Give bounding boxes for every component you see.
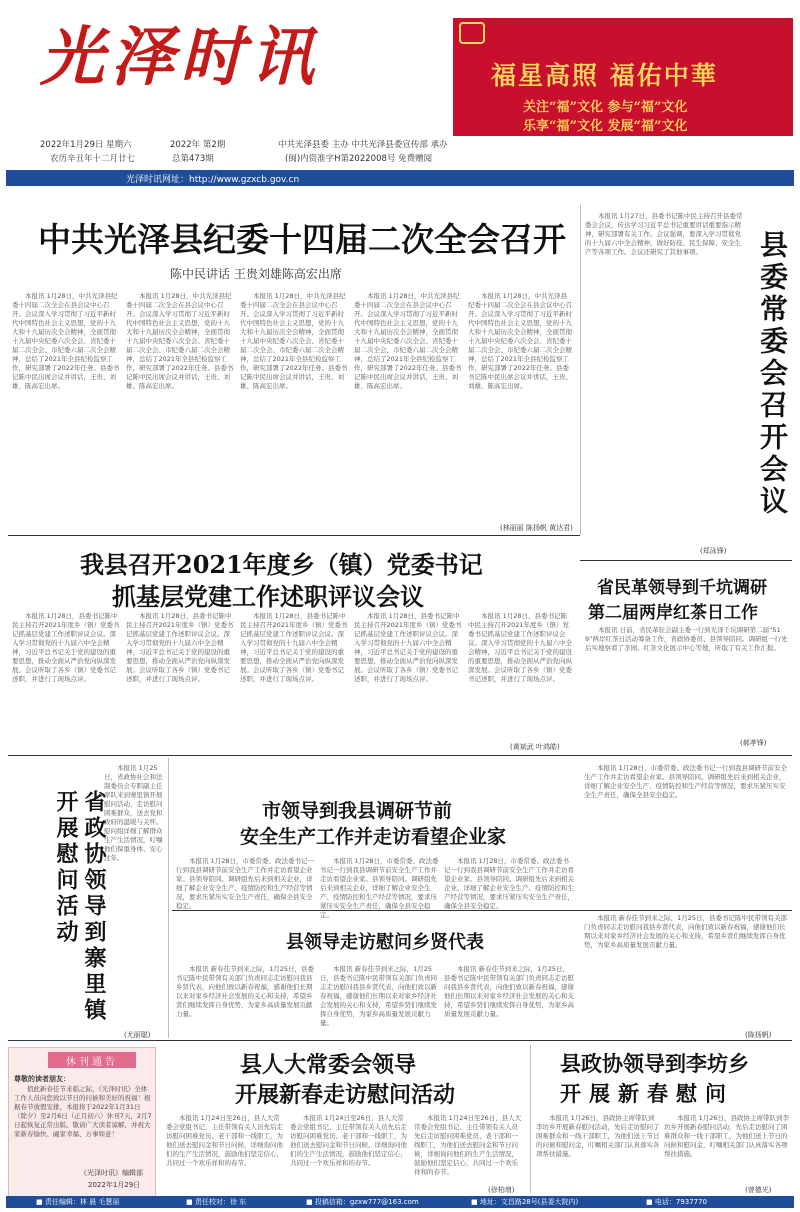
divider bbox=[168, 758, 169, 1038]
notice-greeting: 尊敬的读者朋友： bbox=[14, 1075, 70, 1083]
npc-col1: 本报讯 1月24日至26日，县人大常委会党组书记、主任带领有关人员先后走访慰问困难党员、老干部和一线职工，为他们送去慰问金和节日问候，详细询问他们的生产生活情况，鼓励他们坚定信心，共同过一个欢乐祥和的春节。 bbox=[166, 1114, 283, 1167]
xiangxian-col4: 本报讯 新春佳节到来之际，1月25日，县委书记陈中民带领有关部门负责同志走访慰问我县乡贤代表，向他们致以新春祝福，感谢他们长期以来对家乡经济社会发展的关心和支持，希望乡贤们继续发挥自身优势，为家乡高质量发展贡献力量。 bbox=[584, 914, 787, 949]
permit: (闽)内资准字H第2022008号 免费赠阅 bbox=[285, 154, 433, 164]
lead-headline: 中共光泽县纪委十四届二次全会召开 bbox=[38, 220, 566, 259]
year-issue: 2022年 第2期 bbox=[170, 140, 226, 150]
minge-byline: (郝孝锋) bbox=[740, 739, 767, 747]
npc-headline-2: 开展新春走访慰问活动 bbox=[235, 1082, 456, 1108]
minge-headline-1: 省民革领导到千坑调研 bbox=[597, 578, 767, 598]
footer-proofreader: ■ 责任校对：徐 东 bbox=[186, 1198, 247, 1206]
notice-title: 休刊通告 bbox=[48, 1052, 136, 1068]
cppcc-lifang-headline-2: 开展新春慰问 bbox=[560, 1081, 734, 1106]
cppcc-zhaili-byline: (尤丽聪) bbox=[124, 1031, 151, 1039]
cppcc-zhaili-headline: 省政协领导到寨里镇开展慰问活动 bbox=[53, 790, 107, 1024]
footer-address: ■ 地址：文昌路28号(县委大院内) bbox=[471, 1198, 579, 1206]
divider bbox=[530, 1045, 531, 1193]
divider bbox=[580, 205, 581, 535]
footer-bar bbox=[6, 1196, 794, 1208]
total-issue: 总第473期 bbox=[172, 154, 214, 164]
notice-sign: 《光泽时讯》编辑部 bbox=[80, 1169, 143, 1177]
lead-body-col4: 本报讯 1月28日，中共光泽县纪委十四届二次全会在县会议中心召开。会议深入学习贯彻了习近平新时代中国特色社会主义思想，党的十九大和十九届历次全会精神，全面贯彻十九届中央纪委六次全会、省纪委十届二次全会、市纪委六届二次全会精神，总结了2021年全县纪检监察工作，研究部署了2022年任务。县委书记陈中民出席会议并讲话，王贵、刘雄、陈高宏出席。 bbox=[354, 292, 462, 390]
divider bbox=[172, 910, 792, 911]
footer-editor: ■ 责任编辑：林 晨 毛慧丽 bbox=[36, 1198, 120, 1206]
city-leader-headline-1: 市领导到我县调研节前 bbox=[262, 800, 453, 822]
issue-date: 2022年1月29日 星期六 bbox=[40, 140, 132, 150]
party-building-col5: 本报讯 1月28日，县委书记陈中民主持召开2021年度乡（镇）党委书记抓基层党建工作述职评议会议。深入学习贯彻党的十九届六中全会精神，习近平总书记关于党的建设的重要思想，推动全面从严治党向纵深发展。会议听取了各乡（镇）党委书记述职，并进行了现场点评。 bbox=[468, 612, 572, 683]
ad-slogan: 福星高照 福佑中華 bbox=[491, 61, 718, 90]
party-building-col1: 本报讯 1月28日，县委书记陈中民主持召开2021年度乡（镇）党委书记抓基层党建工作述职评议会议。深入学习贯彻党的十九届六中全会精神，习近平总书记关于党的建设的重要思想，推动全面从严治党向纵深发展。会议听取了各乡（镇）党委书记述职，并进行了现场点评。 bbox=[12, 612, 120, 683]
cppcc-zhaili-body: 本报讯 1月25日，省政协社会和法制委员会专职副主任率队来到寨里镇开展慰问活动，走访慰问困难群众，送去党和政府的温暖与关怀。慰问组详细了解群众生产生活情况，叮嘱他们保重身体、安心过年。 bbox=[104, 764, 163, 862]
cppcc-lifang-col2: 本报讯 1月26日，县政协主席带队到李坊乡开展新春慰问活动，先后走访慰问了困难群众和一线干部职工，为他们送上节日的问候和慰问金，叮嘱相关部门认真落实各项帮扶措施。 bbox=[664, 1114, 789, 1158]
city-leader-col3: 本报讯 1月28日，市委常委、政法委书记一行到我县调研节前安全生产工作并走访看望企业家。县领导陪同。调研组先后来到相关企业，详细了解企业安全生产、疫情防控和生产经营等情况，要求压紧压实安全生产责任，确保全县安全稳定。 bbox=[444, 857, 574, 910]
lead-body-col2: 本报讯 1月28日，中共光泽县纪委十四届二次全会在县会议中心召开。会议深入学习贯彻了习近平新时代中国特色社会主义思想，党的十九大和十九届历次全会精神，全面贯彻十九届中央纪委六次全会、省纪委十届二次全会、市纪委六届二次全会精神，总结了2021年全县纪检监察工作，研究部署了2022年任务。县委书记陈中民出席会议并讲话，王贵、刘雄、陈高宏出席。 bbox=[126, 292, 234, 390]
ad-line-1: 关注“福”文化 参与“福”文化 bbox=[523, 100, 688, 115]
newspaper-title: 光泽时讯 bbox=[40, 20, 320, 95]
fu-culture-banner bbox=[453, 18, 793, 136]
party-building-col3: 本报讯 1月28日，县委书记陈中民主持召开2021年度乡（镇）党委书记抓基层党建工作述职评议会议。深入学习贯彻党的十九届六中全会精神，习近平总书记关于党的建设的重要思想，推动全面从严治党向纵深发展。会议听取了各乡（镇）党委书记述职，并进行了现场点评。 bbox=[240, 612, 348, 683]
website-bar bbox=[6, 170, 794, 186]
notice-date: 2022年1月29日 bbox=[88, 1181, 141, 1189]
npc-col3: 本报讯 1月24日至26日，县人大常委会党组书记、主任带领有关人员先后走访慰问困难党员、老干部和一线职工，为他们送去慰问金和节日问候，详细询问他们的生产生活情况，鼓励他们坚定信心，共同过一个欢乐祥和的春节。 bbox=[414, 1114, 522, 1176]
lead-byline: (林丽丽 陈扬帆 黄达君) bbox=[500, 524, 573, 532]
xiangxian-headline: 县领导走访慰问乡贤代表 bbox=[286, 932, 484, 953]
party-building-col4: 本报讯 1月28日，县委书记陈中民主持召开2021年度乡（镇）党委书记抓基层党建工作述职评议会议。深入学习贯彻党的十九届六中全会精神，习近平总书记关于党的建设的重要思想，推动全面从严治党向纵深发展。会议听取了各乡（镇）党委书记述职，并进行了现场点评。 bbox=[354, 612, 462, 683]
npc-byline: (徐柏增) bbox=[488, 1186, 515, 1194]
divider bbox=[8, 1040, 792, 1041]
lead-subtitle: 陈中民讲话 王贵刘雄陈高宏出席 bbox=[170, 267, 342, 281]
footer-email[interactable]: ■ 投稿信箱：gzxw777@163.com bbox=[306, 1198, 419, 1206]
standing-committee-headline: 县委常委会召开会议 bbox=[756, 230, 789, 518]
sponsor: 中共光泽县委 主办 中共光泽县委宣传部 承办 bbox=[278, 140, 448, 150]
cppcc-lifang-col1: 本报讯 1月26日，县政协主席带队到李坊乡开展新春慰问活动，先后走访慰问了困难群众和一线干部职工，为他们送上节日的问候和慰问金，叮嘱相关部门认真落实各项帮扶措施。 bbox=[536, 1114, 660, 1158]
cppcc-lifang-headline-1: 县政协领导到李坊乡 bbox=[560, 1051, 749, 1076]
ad-line-2: 乐享“福”文化 发展“福”文化 bbox=[523, 119, 688, 134]
lunar-date: 农历辛丑年十二月廿七 bbox=[50, 154, 136, 164]
npc-headline-1: 县人大常委会领导 bbox=[240, 1052, 417, 1078]
city-leader-col4: 本报讯 1月28日，市委常委、政法委书记一行到我县调研节前安全生产工作并走访看望企业家。县领导陪同。调研组先后来到相关企业，详细了解企业安全生产、疫情防控和生产经营等情况，要求压紧压实安全生产责任，确保全县安全稳定。 bbox=[584, 764, 787, 799]
ad-logo-icon bbox=[459, 22, 485, 44]
party-building-headline-2: 抓基层党建工作述职评议会议 bbox=[112, 582, 424, 611]
divider bbox=[8, 535, 580, 536]
standing-committee-body: 本报讯 1月27日，县委书记陈中民主持召开县委常委会会议，传达学习习近平总书记重要讲话重要指示精神，研究部署有关工作。会议强调，要深入学习贯彻党的十九届六中全会精神，做好防疫、民生保障、安全生产等各项工作。会议还研究了其他事项。 bbox=[585, 212, 743, 256]
xiangxian-byline: (陈扬帆) bbox=[745, 1031, 772, 1039]
xiangxian-col3: 本报讯 新春佳节到来之际，1月25日，县委书记陈中民带领有关部门负责同志走访慰问我县乡贤代表，向他们致以新春祝福，感谢他们长期以来对家乡经济社会发展的关心和支持，希望乡贤们继续发挥自身优势，为家乡高质量发展贡献力量。 bbox=[444, 965, 574, 1018]
party-building-col2: 本报讯 1月28日，县委书记陈中民主持召开2021年度乡（镇）党委书记抓基层党建工作述职评议会议。深入学习贯彻党的十九届六中全会精神，习近平总书记关于党的建设的重要思想，推动全面从严治党向纵深发展。会议听取了各乡（镇）党委书记述职，并进行了现场点评。 bbox=[126, 612, 234, 683]
npc-col2: 本报讯 1月24日至26日，县人大常委会党组书记、主任带领有关人员先后走访慰问困难党员、老干部和一线职工，为他们送去慰问金和节日问候，详细询问他们的生产生活情况，鼓励他们坚定信心，共同过一个欢乐祥和的春节。 bbox=[290, 1114, 407, 1167]
lead-body-col3: 本报讯 1月28日，中共光泽县纪委十四届二次全会在县会议中心召开。会议深入学习贯彻了习近平新时代中国特色社会主义思想，党的十九大和十九届历次全会精神，全面贯彻十九届中央纪委六次全会、省纪委十届二次全会、市纪委六届二次全会精神，总结了2021年全县纪检监察工作，研究部署了2022年任务。县委书记陈中民出席会议并讲话，王贵、刘雄、陈高宏出席。 bbox=[240, 292, 348, 390]
xiangxian-col1: 本报讯 新春佳节到来之际，1月25日，县委书记陈中民带领有关部门负责同志走访慰问我县乡贤代表，向他们致以新春祝福，感谢他们长期以来对家乡经济社会发展的关心和支持，希望乡贤们继续发挥自身优势，为家乡高质量发展贡献力量。 bbox=[176, 965, 314, 1018]
standing-committee-byline: (郑泳锋) bbox=[700, 547, 727, 555]
cppcc-lifang-byline: (曾德光) bbox=[745, 1186, 772, 1194]
divider bbox=[8, 755, 792, 756]
website-url[interactable]: 光泽时讯网址：http://www.gzxcb.gov.cn bbox=[126, 175, 300, 185]
minge-body: 本报讯 日前，省民革驻会副主委一行到光泽千坑调研第二届“519”两岸红茶日活动筹备工作，省政协委员、县领导陪同。调研组一行先后实地察看了茶园、红茶文化展示中心等地，听取了有关工作汇报。 bbox=[585, 626, 788, 652]
divider bbox=[580, 560, 792, 561]
footer-phone: ■ 电话：7937770 bbox=[646, 1198, 708, 1206]
city-leader-col2: 本报讯 1月28日，市委常委、政法委书记一行到我县调研节前安全生产工作并走访看望企业家。县领导陪同。调研组先后来到相关企业，详细了解企业安全生产、疫情防控和生产经营等情况，要求压紧压实安全生产责任，确保全县安全稳定。 bbox=[320, 857, 439, 919]
lead-body-col1: 本报讯 1月28日，中共光泽县纪委十四届二次全会在县会议中心召开。会议深入学习贯彻了习近平新时代中国特色社会主义思想，党的十九大和十九届历次全会精神，全面贯彻十九届中央纪委六次全会、省纪委十届二次全会、市纪委六届二次全会精神，总结了2021年全县纪检监察工作，研究部署了2022年任务。县委书记陈中民出席会议并讲话，王贵、刘雄、陈高宏出席。 bbox=[12, 292, 120, 390]
city-leader-headline-2: 安全生产工作并走访看望企业家 bbox=[240, 826, 507, 848]
minge-headline-2: 第二届两岸红茶日工作 bbox=[588, 603, 758, 623]
city-leader-col1: 本报讯 1月28日，市委常委、政法委书记一行到我县调研节前安全生产工作并走访看望企业家。县领导陪同。调研组先后来到相关企业，详细了解企业安全生产、疫情防控和生产经营等情况，要求压紧压实安全生产责任，确保全县安全稳定。 bbox=[176, 857, 314, 910]
notice-body: 值此新春佳节来临之际，《光泽时讯》全体工作人员向您致以节日的问候和美好的祝福！根据春节放假安排，本报将于2022年1月31日（除夕）至2月6日（正月初六）休刊7天，2月7日起恢复正常出版。敬请广大读者谅解，并祝大家新春愉快、阖家幸福、万事如意！ bbox=[14, 1085, 152, 1138]
party-building-headline-1: 我县召开2021年度乡（镇）党委书记 bbox=[80, 550, 483, 579]
party-building-byline: (黄斌武 叶鸿皓) bbox=[510, 743, 560, 751]
xiangxian-col2: 本报讯 新春佳节到来之际，1月25日，县委书记陈中民带领有关部门负责同志走访慰问我县乡贤代表，向他们致以新春祝福，感谢他们长期以来对家乡经济社会发展的关心和支持，希望乡贤们继续发挥自身优势，为家乡高质量发展贡献力量。 bbox=[320, 965, 437, 1027]
lead-body-col5: 本报讯 1月28日，中共光泽县纪委十四届二次全会在县会议中心召开。会议深入学习贯彻了习近平新时代中国特色社会主义思想，党的十九大和十九届历次全会精神，全面贯彻十九届中央纪委六次全会、省纪委十届二次全会、市纪委六届二次全会精神，总结了2021年全县纪检监察工作，研究部署了2022年任务。县委书记陈中民出席会议并讲话，王贵、刘雄、陈高宏出席。 bbox=[468, 292, 572, 390]
